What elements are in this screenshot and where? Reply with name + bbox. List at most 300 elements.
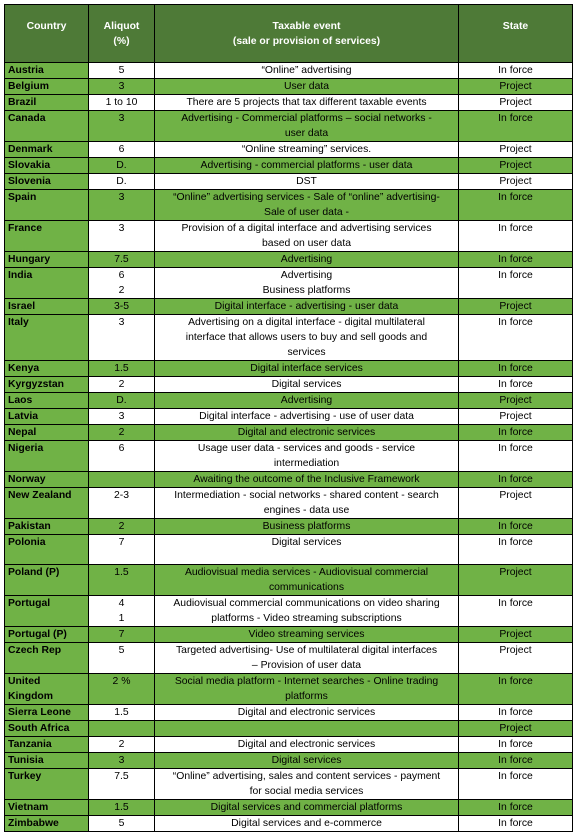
taxable-event-cell	[155, 95, 459, 111]
state-cell: In force	[459, 190, 573, 221]
digital-tax-table	[4, 4, 573, 832]
country-cell-line: South Africa	[8, 723, 70, 734]
country-cell	[5, 268, 89, 299]
country-cell	[5, 221, 89, 252]
country-cell-line: Sierra Leone	[8, 707, 71, 718]
state-cell: Project	[459, 95, 573, 111]
country-cell	[5, 627, 89, 643]
country-cell	[5, 63, 89, 79]
aliquot-cell	[89, 299, 155, 315]
aliquot-cell-line: 1.5	[114, 567, 129, 578]
aliquot-cell-line: 2	[118, 521, 125, 532]
taxable-event-cell-line: Digital and electronic services	[237, 739, 376, 750]
aliquot-cell-line: 7.5	[114, 254, 129, 265]
aliquot-cell	[89, 565, 155, 596]
table-body	[5, 63, 573, 832]
country-cell-line: Turkey	[8, 771, 42, 782]
taxable-event-cell-line: Digital services and commercial platforms	[210, 802, 403, 813]
taxable-event-cell	[155, 753, 459, 769]
header-country: Country	[5, 5, 89, 63]
taxable-event-cell	[155, 174, 459, 190]
country-cell	[5, 643, 89, 674]
aliquot-cell-line: 2	[118, 739, 125, 750]
country-cell-line: Pakistan	[8, 521, 51, 532]
taxable-event-cell	[155, 393, 459, 409]
taxable-event-cell-line: for social media services	[249, 786, 364, 797]
aliquot-cell	[89, 425, 155, 441]
aliquot-cell	[89, 95, 155, 111]
state-cell: In force	[459, 800, 573, 816]
taxable-event-cell-line: Business platforms	[262, 521, 351, 532]
table-row	[5, 596, 573, 627]
aliquot-cell-line: 3	[118, 411, 125, 422]
taxable-event-cell	[155, 769, 459, 800]
country-cell	[5, 816, 89, 832]
table-row	[5, 174, 573, 190]
taxable-event-cell	[155, 627, 459, 643]
taxable-event-cell	[155, 535, 459, 565]
aliquot-cell	[89, 111, 155, 142]
country-cell	[5, 299, 89, 315]
table-row	[5, 221, 573, 252]
taxable-event-cell	[155, 252, 459, 268]
taxable-event-cell-line: Intermediation - social networks - shared content - search	[174, 490, 439, 501]
taxable-event-cell-line: Digital interface services	[250, 363, 363, 374]
country-cell-line: Nigeria	[8, 443, 44, 454]
taxable-event-cell-line: “Online” advertising	[261, 65, 352, 76]
taxable-event-cell	[155, 488, 459, 519]
table-row	[5, 565, 573, 596]
aliquot-cell	[89, 705, 155, 721]
aliquot-cell	[89, 268, 155, 299]
country-cell	[5, 158, 89, 174]
taxable-event-cell-line: Advertising	[280, 395, 333, 406]
state-cell: Project	[459, 409, 573, 425]
state-cell: Project	[459, 79, 573, 95]
taxable-event-cell	[155, 409, 459, 425]
aliquot-cell	[89, 753, 155, 769]
taxable-event-cell-line: DST	[296, 176, 317, 187]
aliquot-cell-line: D.	[116, 160, 127, 171]
country-cell	[5, 721, 89, 737]
country-cell	[5, 674, 89, 705]
taxable-event-cell-line: Provision of a digital interface and advertising services	[181, 223, 432, 234]
country-cell	[5, 488, 89, 519]
taxable-event-cell-line: Sale of user data -	[264, 207, 349, 218]
taxable-event-cell-line: intermediation	[273, 458, 340, 469]
aliquot-cell	[89, 535, 155, 565]
state-cell: In force	[459, 753, 573, 769]
table-row	[5, 190, 573, 221]
header-event-line: (sale or provision of services)	[232, 36, 381, 47]
country-cell-line: Israel	[8, 301, 36, 312]
aliquot-cell	[89, 221, 155, 252]
taxable-event-cell-line: Digital services	[271, 379, 342, 390]
aliquot-cell	[89, 409, 155, 425]
taxable-event-cell-line: User data	[283, 81, 330, 92]
state-cell: Project	[459, 488, 573, 519]
state-cell: In force	[459, 519, 573, 535]
table-row	[5, 472, 573, 488]
aliquot-cell-line: D.	[116, 395, 127, 406]
country-cell-line: Portugal (P)	[8, 629, 67, 640]
state-cell: In force	[459, 111, 573, 142]
aliquot-cell-line: 2	[118, 285, 125, 296]
state-cell: Project	[459, 643, 573, 674]
aliquot-cell-line: 3	[118, 192, 125, 203]
taxable-event-cell-line: Business platforms	[262, 285, 351, 296]
aliquot-cell-line: 2	[118, 427, 125, 438]
country-cell	[5, 377, 89, 393]
country-cell	[5, 190, 89, 221]
country-cell-line: Polonia	[8, 537, 46, 548]
table-row	[5, 535, 573, 565]
table-row	[5, 441, 573, 472]
table-row	[5, 409, 573, 425]
table-row	[5, 63, 573, 79]
aliquot-cell	[89, 769, 155, 800]
country-cell-line: Nepal	[8, 427, 37, 438]
taxable-event-cell-line: user data	[284, 128, 329, 139]
taxable-event-cell	[155, 377, 459, 393]
header-aliquot-line: Aliquot	[103, 21, 140, 32]
aliquot-cell	[89, 674, 155, 705]
country-cell-line: Italy	[8, 317, 29, 328]
country-cell-line: Canada	[8, 113, 46, 124]
header-aliquot-line: (%)	[113, 36, 130, 47]
country-cell-line: Tanzania	[8, 739, 52, 750]
country-cell	[5, 315, 89, 361]
state-cell: In force	[459, 737, 573, 753]
country-cell-line: Belgium	[8, 81, 49, 92]
aliquot-cell	[89, 441, 155, 472]
state-cell: Project	[459, 565, 573, 596]
state-cell: In force	[459, 268, 573, 299]
table-row	[5, 753, 573, 769]
taxable-event-cell-line: Digital services	[271, 537, 342, 548]
taxable-event-cell	[155, 800, 459, 816]
country-cell	[5, 737, 89, 753]
aliquot-cell	[89, 158, 155, 174]
taxable-event-cell	[155, 79, 459, 95]
table-row	[5, 816, 573, 832]
state-cell: In force	[459, 377, 573, 393]
aliquot-cell-line: 6	[118, 270, 125, 281]
state-cell: Project	[459, 393, 573, 409]
aliquot-cell-line: 4	[118, 598, 125, 609]
country-cell-line: Vietnam	[8, 802, 49, 813]
state-cell: In force	[459, 816, 573, 832]
aliquot-cell	[89, 627, 155, 643]
country-cell	[5, 535, 89, 565]
country-cell-line: Latvia	[8, 411, 39, 422]
table-row	[5, 299, 573, 315]
aliquot-cell-line: 5	[118, 645, 125, 656]
taxable-event-cell-line: Digital interface - advertising - user data	[214, 301, 399, 312]
country-cell-line: Zimbabwe	[8, 818, 59, 829]
country-cell-line: Denmark	[8, 144, 53, 155]
country-cell	[5, 441, 89, 472]
taxable-event-cell-line: Advertising	[280, 270, 333, 281]
taxable-event-cell-line: Usage user data - services and goods - service	[197, 443, 416, 454]
taxable-event-cell	[155, 111, 459, 142]
table-row	[5, 643, 573, 674]
country-cell-line: Kyrgyzstan	[8, 379, 65, 390]
state-cell: Project	[459, 627, 573, 643]
table-row	[5, 800, 573, 816]
taxable-event-cell-line: Advertising on a digital interface - digital multilateral	[188, 317, 425, 328]
country-cell-line: India	[8, 270, 33, 281]
country-cell	[5, 596, 89, 627]
taxable-event-cell-line: Digital services and e-commerce	[231, 818, 382, 829]
aliquot-cell-line: 1.5	[114, 802, 129, 813]
country-cell-line: Kenya	[8, 363, 40, 374]
taxable-event-cell	[155, 705, 459, 721]
country-cell	[5, 361, 89, 377]
country-cell	[5, 79, 89, 95]
taxable-event-cell	[155, 142, 459, 158]
country-cell-line: Poland (P)	[8, 567, 60, 578]
aliquot-cell	[89, 816, 155, 832]
aliquot-cell	[89, 190, 155, 221]
state-cell: In force	[459, 596, 573, 627]
aliquot-cell-line: 5	[118, 818, 125, 829]
country-cell-line: Portugal	[8, 598, 51, 609]
table-row	[5, 142, 573, 158]
taxable-event-cell	[155, 221, 459, 252]
state-cell: In force	[459, 425, 573, 441]
state-cell: Project	[459, 142, 573, 158]
table-row	[5, 315, 573, 361]
aliquot-cell	[89, 361, 155, 377]
aliquot-cell	[89, 315, 155, 361]
country-cell-line: Tunisia	[8, 755, 44, 766]
table-row	[5, 268, 573, 299]
taxable-event-cell-line: interface that allows users to buy and sell goods and	[185, 332, 428, 343]
country-cell-line: Laos	[8, 395, 33, 406]
aliquot-cell	[89, 737, 155, 753]
country-cell-line: Slovakia	[8, 160, 51, 171]
taxable-event-cell	[155, 190, 459, 221]
aliquot-cell-line: 3	[118, 81, 125, 92]
aliquot-cell	[89, 393, 155, 409]
state-cell: Project	[459, 721, 573, 737]
country-cell	[5, 142, 89, 158]
taxable-event-cell	[155, 299, 459, 315]
aliquot-cell	[89, 488, 155, 519]
country-cell	[5, 769, 89, 800]
aliquot-cell-line: 6	[118, 144, 125, 155]
taxable-event-cell-line: Audiovisual commercial communications on video sharing	[173, 598, 440, 609]
state-cell: In force	[459, 441, 573, 472]
aliquot-cell-line: 1.5	[114, 707, 129, 718]
table-row	[5, 627, 573, 643]
taxable-event-cell-line: Digital services	[271, 755, 342, 766]
taxable-event-cell	[155, 441, 459, 472]
country-cell	[5, 393, 89, 409]
header-aliquot	[89, 5, 155, 63]
state-cell: In force	[459, 674, 573, 705]
country-cell-line: Spain	[8, 192, 37, 203]
header-event-line: Taxable event	[272, 21, 341, 32]
country-cell	[5, 95, 89, 111]
table-row	[5, 737, 573, 753]
aliquot-cell-line: 3	[118, 317, 125, 328]
aliquot-cell-line: 3	[118, 223, 125, 234]
state-cell: In force	[459, 221, 573, 252]
taxable-event-cell-line: platforms - Video streaming subscriptions	[211, 613, 402, 624]
state-cell: In force	[459, 63, 573, 79]
taxable-event-cell	[155, 596, 459, 627]
aliquot-cell-line: 7	[118, 537, 125, 548]
aliquot-cell-line: 5	[118, 65, 125, 76]
taxable-event-cell-line: based on user data	[262, 238, 351, 249]
header-state: State	[459, 5, 573, 63]
country-cell-line: Austria	[8, 65, 44, 76]
taxable-event-cell-line: services	[287, 347, 326, 358]
taxable-event-cell-line: Digital and electronic services	[237, 427, 376, 438]
table-row	[5, 705, 573, 721]
taxable-event-cell	[155, 519, 459, 535]
table-row	[5, 674, 573, 705]
aliquot-cell	[89, 596, 155, 627]
taxable-event-cell-line: Advertising	[280, 254, 333, 265]
taxable-event-cell	[155, 158, 459, 174]
state-cell: In force	[459, 769, 573, 800]
taxable-event-cell-line: “Online” advertising services - Sale of “online” advertising-	[173, 192, 440, 203]
state-cell: Project	[459, 299, 573, 315]
aliquot-cell-line: 2 %	[112, 676, 131, 687]
country-cell	[5, 519, 89, 535]
taxable-event-cell	[155, 268, 459, 299]
taxable-event-cell-line: Video streaming services	[248, 629, 365, 640]
state-cell: In force	[459, 472, 573, 488]
aliquot-cell-line: 3	[118, 113, 125, 124]
country-cell-line: Norway	[8, 474, 46, 485]
taxable-event-cell-line: Social media platform - Internet searches - Online trading	[174, 676, 439, 687]
aliquot-cell	[89, 142, 155, 158]
table-row	[5, 111, 573, 142]
table-row	[5, 393, 573, 409]
table-row	[5, 769, 573, 800]
table-row	[5, 519, 573, 535]
country-cell	[5, 252, 89, 268]
country-cell-line: France	[8, 223, 43, 234]
taxable-event-cell-line: Digital interface - advertising - use of user data	[199, 411, 414, 422]
table-row	[5, 252, 573, 268]
header-row	[5, 5, 573, 63]
aliquot-cell-line: 2	[118, 379, 125, 390]
taxable-event-cell	[155, 721, 459, 737]
taxable-event-cell-line: Advertising - Commercial platforms – social networks -	[181, 113, 432, 124]
table-row	[5, 79, 573, 95]
aliquot-cell-line: 3	[118, 755, 125, 766]
table-row	[5, 721, 573, 737]
table-row	[5, 158, 573, 174]
state-cell: In force	[459, 252, 573, 268]
country-cell	[5, 800, 89, 816]
country-cell-line: United	[8, 676, 41, 687]
state-cell: Project	[459, 174, 573, 190]
country-cell	[5, 425, 89, 441]
country-cell-line: Hungary	[8, 254, 51, 265]
country-cell	[5, 753, 89, 769]
state-cell: In force	[459, 535, 573, 565]
table-row	[5, 425, 573, 441]
taxable-event-cell-line: There are 5 projects that tax different taxable events	[186, 97, 427, 108]
aliquot-cell	[89, 643, 155, 674]
state-cell: In force	[459, 361, 573, 377]
aliquot-cell-line: 1 to 10	[105, 97, 138, 108]
aliquot-cell-line: 1	[118, 613, 125, 624]
taxable-event-cell-line: Awaiting the outcome of the Inclusive Framework	[193, 474, 420, 485]
taxable-event-cell-line: engines - data use	[263, 505, 350, 516]
country-cell	[5, 174, 89, 190]
taxable-event-cell	[155, 472, 459, 488]
country-cell	[5, 565, 89, 596]
country-cell	[5, 705, 89, 721]
taxable-event-cell	[155, 425, 459, 441]
table-row	[5, 361, 573, 377]
aliquot-cell	[89, 63, 155, 79]
country-cell-line: Czech Rep	[8, 645, 62, 656]
aliquot-cell-line: 1.5	[114, 363, 129, 374]
state-cell: In force	[459, 705, 573, 721]
taxable-event-cell-line: platforms	[285, 691, 328, 702]
taxable-event-cell	[155, 737, 459, 753]
taxable-event-cell-line: Audiovisual media services - Audiovisual commercial	[184, 567, 429, 578]
taxable-event-cell-line: “Online streaming” services.	[241, 144, 372, 155]
country-cell	[5, 472, 89, 488]
country-cell-line: Slovenia	[8, 176, 51, 187]
taxable-event-cell	[155, 565, 459, 596]
aliquot-cell	[89, 519, 155, 535]
aliquot-cell	[89, 174, 155, 190]
country-cell-line: Brazil	[8, 97, 37, 108]
aliquot-cell	[89, 472, 155, 488]
taxable-event-cell	[155, 816, 459, 832]
taxable-event-cell-line: “Online” advertising, sales and content services - payment	[172, 771, 441, 782]
aliquot-cell	[89, 79, 155, 95]
header-taxable-event	[155, 5, 459, 63]
country-cell-line: New Zealand	[8, 490, 72, 501]
taxable-event-cell-line: communications	[268, 582, 345, 593]
taxable-event-cell-line: Targeted advertising- Use of multilateral digital interfaces	[175, 645, 438, 656]
taxable-event-cell	[155, 63, 459, 79]
table-row	[5, 95, 573, 111]
taxable-event-cell	[155, 674, 459, 705]
taxable-event-cell	[155, 361, 459, 377]
aliquot-cell-line: 6	[118, 443, 125, 454]
aliquot-cell-line: D.	[116, 176, 127, 187]
aliquot-cell-line: 7.5	[114, 771, 129, 782]
taxable-event-cell-line: Digital and electronic services	[237, 707, 376, 718]
state-cell: In force	[459, 315, 573, 361]
country-cell	[5, 409, 89, 425]
taxable-event-cell	[155, 315, 459, 361]
state-cell: Project	[459, 158, 573, 174]
aliquot-cell	[89, 721, 155, 737]
taxable-event-cell	[155, 643, 459, 674]
aliquot-cell	[89, 800, 155, 816]
aliquot-cell-line: 7	[118, 629, 125, 640]
table-row	[5, 488, 573, 519]
table-row	[5, 377, 573, 393]
taxable-event-cell-line: – Provision of user data	[251, 660, 362, 671]
aliquot-cell-line: 2-3	[113, 490, 130, 501]
country-cell	[5, 111, 89, 142]
aliquot-cell	[89, 252, 155, 268]
